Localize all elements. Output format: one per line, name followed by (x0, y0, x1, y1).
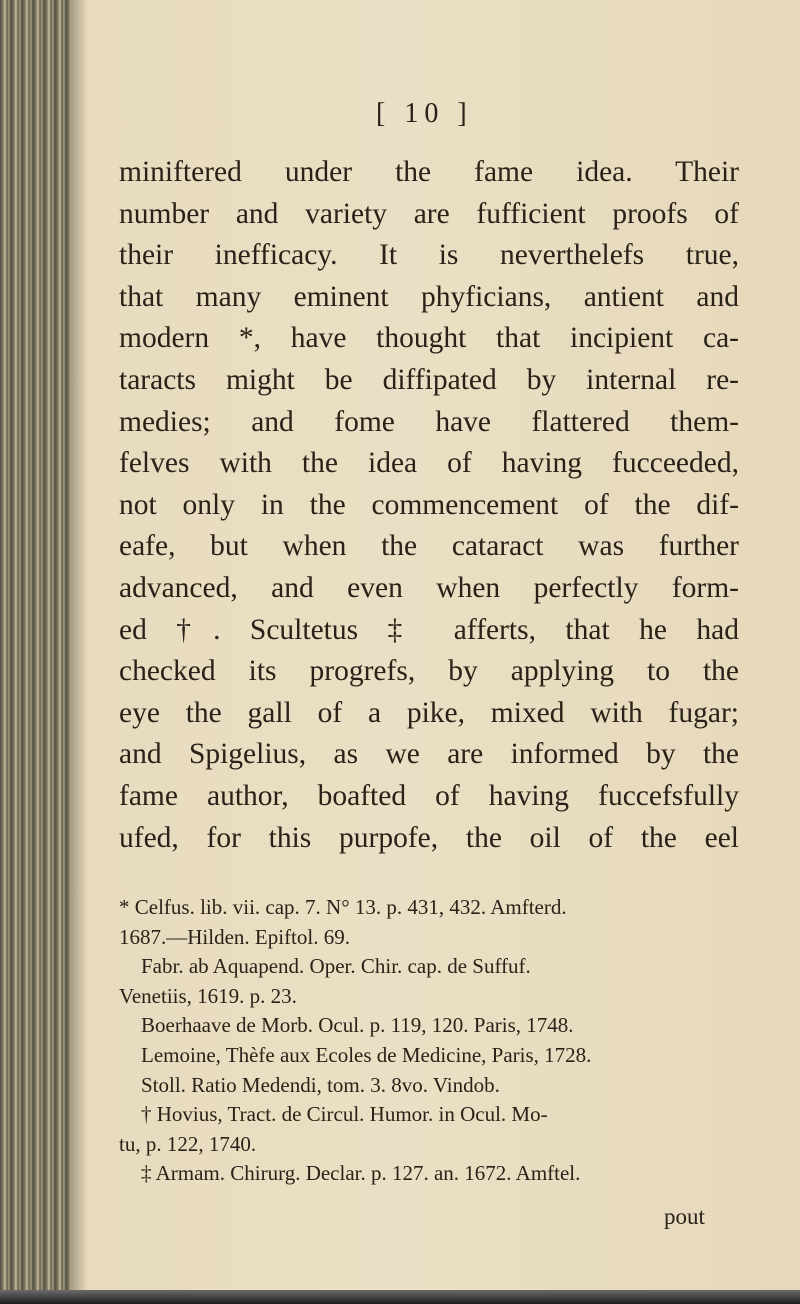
book-binding (0, 0, 70, 1304)
text-line: miniftered under the fame idea. Their (119, 156, 739, 188)
text-line: number and variety are fufficient proofs of (119, 197, 739, 230)
text-line: felves with the idea of having fucceeded, (119, 447, 739, 480)
text-line: medies; and fome have flattered them- (119, 405, 739, 438)
footnote-line: Lemoine, Thèfe aux Ecoles de Medicine, Paris, 1728. (141, 1042, 592, 1067)
page-number: [ 10 ] (376, 98, 473, 129)
text-line: modern *, have thought that incipient ca- (119, 322, 739, 355)
footnote-line: Stoll. Ratio Medendi, tom. 3. 8vo. Vindob. (141, 1072, 500, 1097)
text-line: ed †. Scultetus ‡ afferts, that he had (119, 613, 739, 646)
text-line: ufed, for this purpofe, the oil of the eel (119, 821, 739, 854)
footnote-line: ‡ Armam. Chirurg. Declar. p. 127. an. 1672. Amftel. (141, 1161, 581, 1186)
text-line: checked its progrefs, by applying to the (119, 655, 739, 688)
body-text (119, 152, 739, 859)
catchword: pout (664, 1204, 705, 1229)
text-line: eafe, but when the cataract was further (119, 530, 739, 563)
footnote-line: † Hovius, Tract. de Circul. Humor. in Ocul. Mo- (141, 1102, 548, 1127)
footnote-line: Fabr. ab Aquapend. Oper. Chir. cap. de Suffuf. (141, 954, 531, 979)
footnote-line: tu, p. 122, 1740. (119, 1131, 257, 1156)
footnote-line: 1687.—Hilden. Epiftol. 69. (119, 924, 350, 949)
text-line: that many eminent phyficians, antient and (119, 280, 739, 313)
text-line: not only in the commencement of the dif- (119, 488, 739, 521)
gutter-shadow (70, 0, 88, 1304)
text-line: fame author, boafted of having fuccefsfully (119, 779, 739, 812)
text-line: and Spigelius, as we are informed by the (119, 738, 739, 771)
footnote-line: Venetiis, 1619. p. 23. (119, 983, 297, 1008)
footnote-line: Boerhaave de Morb. Ocul. p. 119, 120. Paris, 1748. (141, 1013, 574, 1038)
text-line: taracts might be diffipated by internal re- (119, 363, 739, 396)
footnotes (119, 893, 739, 1189)
footnote-line: * Celfus. lib. vii. cap. 7. N° 13. p. 431, 432. Amfterd. (119, 895, 567, 919)
text-line: eye the gall of a pike, mixed with fugar; (119, 696, 739, 729)
scan-bottom-edge (0, 1290, 800, 1304)
text-line: advanced, and even when perfectly form- (119, 571, 739, 604)
text-line: their inefficacy. It is neverthelefs true, (119, 239, 739, 272)
